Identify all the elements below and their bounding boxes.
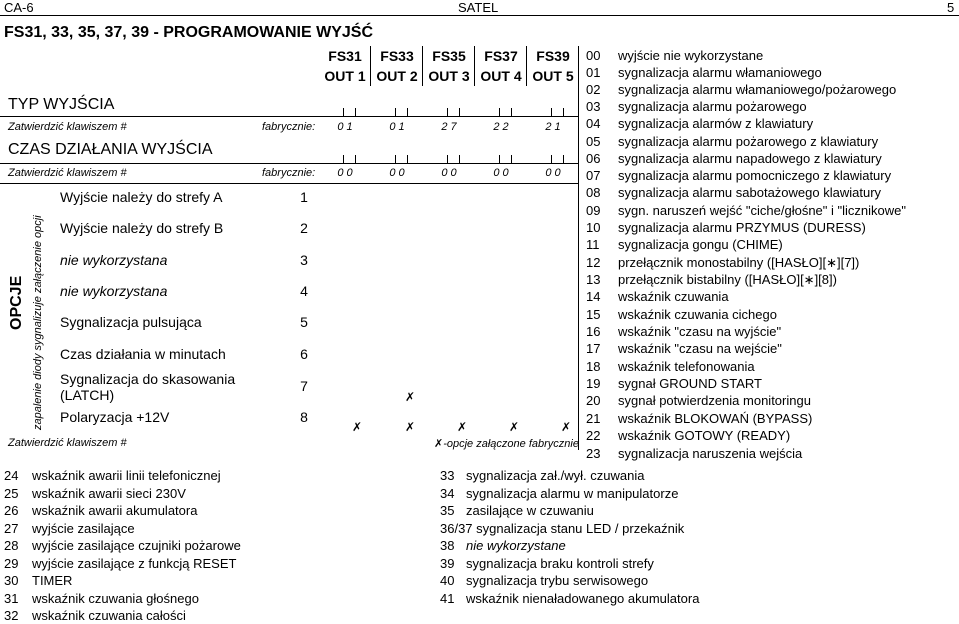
header-rule — [0, 15, 959, 16]
opcje-confirm: Zatwierdzić klawiszem # — [8, 437, 127, 449]
type-item: 27 wyjście zasilające — [4, 521, 135, 536]
type-item: 25 wskaźnik awarii sieci 230V — [4, 486, 186, 501]
type-item: 40 sygnalizacja trybu serwisowego — [440, 573, 649, 588]
option-4-num: 4 — [300, 283, 308, 299]
factory-mark-out1-opt8[interactable]: ✗ — [351, 420, 363, 434]
factory-mark-out2-opt8[interactable]: ✗ — [404, 420, 416, 434]
czas-default-out5[interactable]: 0 0 — [545, 167, 561, 179]
opcje-label: OPCJE — [8, 275, 25, 330]
type-item: 29 wyjście zasilające z funkcją RESET — [4, 556, 237, 571]
type-item: 19 sygnał GROUND START — [586, 376, 762, 391]
czas-default-out4[interactable]: 0 0 — [493, 167, 509, 179]
type-item: 21 wskaźnik BLOKOWAŃ (BYPASS) — [586, 411, 813, 426]
type-item: 38 nie wykorzystane — [440, 538, 566, 553]
type-item: 28 wyjście zasilające czujniki pożarowe — [4, 538, 241, 553]
type-item: 24 wskaźnik awarii linii telefonicznej — [4, 468, 221, 483]
option-1-label: Wyjście należy do strefy A — [60, 189, 223, 205]
type-item: 26 wskaźnik awarii akumulatora — [4, 503, 198, 518]
option-4-label: nie wykorzystana — [60, 283, 168, 299]
factory-mark-out5-opt8[interactable]: ✗ — [560, 420, 572, 434]
option-2-label: Wyjście należy do strefy B — [60, 220, 224, 236]
type-item: 07 sygnalizacja alarmu pomocniczego z klawiatury — [586, 168, 892, 183]
option-8-label: Polaryzacja +12V — [60, 409, 170, 425]
type-item: 11 sygnalizacja gongu (CHIME) — [586, 237, 783, 252]
type-item: 12 przełącznik monostabilny ([HASŁO][∗][7]) — [586, 255, 860, 270]
typ-confirm: Zatwierdzić klawiszem # — [8, 121, 127, 133]
typ-default-out5[interactable]: 2 1 — [545, 121, 561, 133]
type-item: 41 wskaźnik nienaładowanego akumulatora — [440, 591, 700, 606]
col-out3: OUT 3 — [428, 68, 470, 84]
page-number: 5 — [947, 0, 955, 15]
type-item: 15 wskaźnik czuwania cichego — [586, 307, 777, 322]
type-item: 10 sygnalizacja alarmu PRZYMUS (DURESS) — [586, 220, 866, 235]
type-item: 17 wskaźnik "czasu na wejście" — [586, 341, 782, 356]
opcje-side-note: zapalenie diody sygnalizuje załączenie opcji — [32, 215, 44, 430]
type-item: 35 zasilające w czuwaniu — [440, 503, 594, 518]
type-item: 34 sygnalizacja alarmu w manipulatorze — [440, 486, 679, 501]
typ-default-out4[interactable]: 2 2 — [493, 121, 509, 133]
option-7-num: 7 — [300, 378, 308, 394]
czas-default-out1[interactable]: 0 0 — [337, 167, 353, 179]
page-header-center: SATEL — [458, 0, 499, 15]
option-5-num: 5 — [300, 314, 308, 330]
czas-default-out2[interactable]: 0 0 — [389, 167, 405, 179]
type-item: 23 sygnalizacja naruszenia wejścia — [586, 446, 803, 461]
czas-label: CZAS DZIAŁANIA WYJŚCIA — [8, 141, 213, 158]
factory-mark-out2-opt7[interactable]: ✗ — [404, 390, 416, 404]
type-item: 13 przełącznik bistabilny ([HASŁO][∗][8]) — [586, 272, 837, 287]
option-5-label: Sygnalizacja pulsująca — [60, 314, 202, 330]
type-item: 08 sygnalizacja alarmu sabotażowego klawiatury — [586, 185, 882, 200]
type-item: 18 wskaźnik telefonowania — [586, 359, 755, 374]
col-fs39: FS39 — [536, 48, 570, 64]
type-item: 01 sygnalizacja alarmu włamaniowego — [586, 65, 822, 80]
type-item: 33 sygnalizacja zał./wył. czuwania — [440, 468, 645, 483]
type-item: 05 sygnalizacja alarmu pożarowego z klawiatury — [586, 134, 879, 149]
option-7-label: Sygnalizacja do skasowania — [60, 371, 236, 387]
typ-default-out1[interactable]: 0 1 — [337, 121, 353, 133]
factory-mark-out3-opt8[interactable]: ✗ — [456, 420, 468, 434]
type-item: 22 wskaźnik GOTOWY (READY) — [586, 428, 791, 443]
type-item: 20 sygnał potwierdzenia monitoringu — [586, 393, 811, 408]
option-8-num: 8 — [300, 409, 308, 425]
typ-default-out3[interactable]: 2 7 — [441, 121, 457, 133]
type-item: 36/37 sygnalizacja stanu LED / przekaźnik — [440, 521, 685, 536]
type-item: 31 wskaźnik czuwania głośnego — [4, 591, 199, 606]
type-item: 09 sygn. naruszeń wejść "ciche/głośne" i "licznikowe" — [586, 203, 906, 218]
type-item: 04 sygnalizacja alarmów z klawiatury — [586, 116, 814, 131]
type-item: 30 TIMER — [4, 573, 73, 588]
page-header-left: CA-6 — [4, 0, 34, 15]
type-item: 02 sygnalizacja alarmu włamaniowego/pożarowego — [586, 82, 897, 97]
col-out4: OUT 4 — [480, 68, 522, 84]
col-out5: OUT 5 — [532, 68, 574, 84]
type-item: 00 wyjście nie wykorzystane — [586, 48, 764, 63]
col-fs33: FS33 — [380, 48, 414, 64]
col-out2: OUT 2 — [376, 68, 418, 84]
option-3-num: 3 — [300, 252, 308, 268]
col-out1: OUT 1 — [324, 68, 366, 84]
czas-default-label: fabrycznie: — [262, 167, 316, 179]
type-item: 16 wskaźnik "czasu na wyjście" — [586, 324, 782, 339]
czas-default-out3[interactable]: 0 0 — [441, 167, 457, 179]
option-6-label: Czas działania w minutach — [60, 346, 226, 362]
type-item: 39 sygnalizacja braku kontroli strefy — [440, 556, 654, 571]
col-fs35: FS35 — [432, 48, 466, 64]
legend-text: -opcje załączone fabrycznie — [443, 438, 579, 450]
type-item: 32 wskaźnik czuwania całości — [4, 608, 186, 623]
col-fs37: FS37 — [484, 48, 518, 64]
col-fs31: FS31 — [328, 48, 362, 64]
factory-mark-out4-opt8[interactable]: ✗ — [508, 420, 520, 434]
factory-legend — [434, 437, 579, 450]
typ-default-out2[interactable]: 0 1 — [389, 121, 405, 133]
type-item: 06 sygnalizacja alarmu napadowego z klawiatury — [586, 151, 882, 166]
option-3-label: nie wykorzystana — [60, 252, 168, 268]
czas-confirm: Zatwierdzić klawiszem # — [8, 167, 127, 179]
type-item: 14 wskaźnik czuwania — [586, 289, 729, 304]
option-2-num: 2 — [300, 220, 308, 236]
option-1-num: 1 — [300, 189, 308, 205]
typ-default-label: fabrycznie: — [262, 121, 316, 133]
type-item: 03 sygnalizacja alarmu pożarowego — [586, 99, 807, 114]
page-title: FS31, 33, 35, 37, 39 - PROGRAMOWANIE WYJŚĆ — [4, 24, 373, 41]
legend-mark: ✗ — [434, 438, 444, 450]
option-7-label2: (LATCH) — [60, 387, 115, 403]
option-6-num: 6 — [300, 346, 308, 362]
typ-label: TYP WYJŚCIA — [8, 96, 115, 113]
